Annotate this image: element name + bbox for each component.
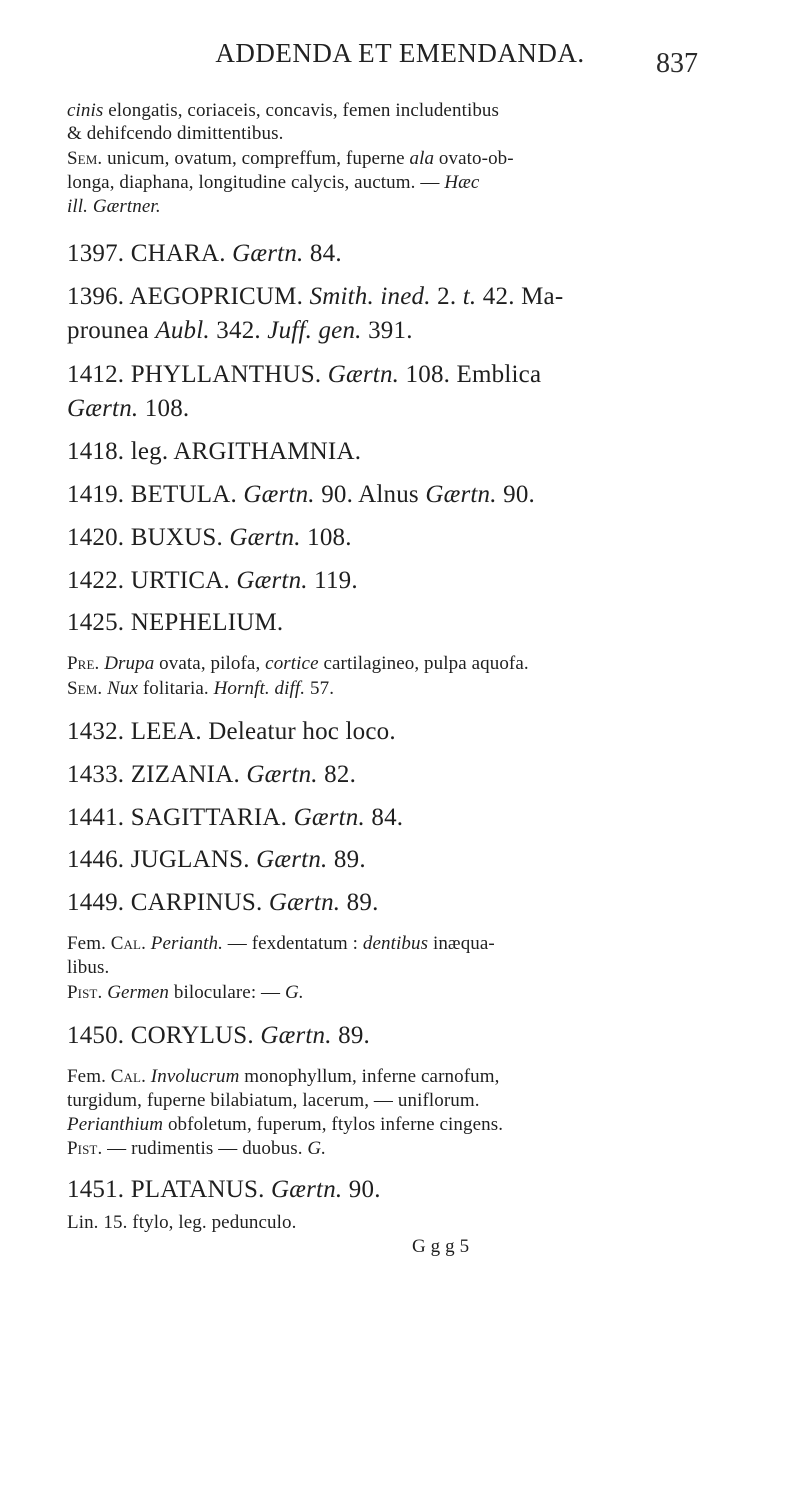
text-line: Fem. Cal. Involucrum monophyllum, inferne carnofum, [67, 1066, 500, 1087]
entry-line: 1433. ZIZANIA. Gærtn. 82. [67, 761, 357, 788]
entry-line: 1432. LEEA. Deleatur hoc loco. [67, 718, 396, 745]
running-head: ADDENDA ET EMENDANDA. [215, 38, 585, 68]
text-line: Fem. Cal. Perianth. — fexdentatum : dentibus inæqua- [67, 933, 495, 954]
entry-line: 1449. CARPINUS. Gærtn. 89. [67, 889, 379, 916]
text-line: & dehifcendo dimittentibus. [67, 123, 284, 144]
text-line: Sem. unicum, ovatum, compreffum, fuperne ala ovato-ob- [67, 148, 514, 169]
text-line: Lin. 15. ftylo, leg. pedunculo. [67, 1212, 297, 1233]
signature-mark: G g g 5 [412, 1236, 470, 1257]
text-line: libus. [67, 957, 110, 978]
entry-line: Gærtn. 108. [67, 395, 190, 422]
text-line: longa, diaphana, longitudine calycis, auctum. — Hæc [67, 172, 480, 193]
text-line: Pre. Drupa ovata, pilofa, cortice cartilagineo, pulpa aquofa. [67, 653, 529, 674]
text-line: Perianthium obfoletum, fuperum, ftylos inferne cingens. [67, 1114, 504, 1135]
entry-line: 1441. SAGITTARIA. Gærtn. 84. [67, 804, 404, 831]
entry-line: 1397. CHARA. Gærtn. 84. [67, 240, 342, 267]
text-line: Pist. Germen biloculare: — G. [67, 982, 304, 1003]
text-line: turgidum, fuperne bilabiatum, lacerum, — uniflorum. [67, 1090, 480, 1111]
entry-line: 1451. PLATANUS. Gærtn. 90. [67, 1176, 381, 1203]
text-line: cinis elongatis, coriaceis, concavis, femen includentibus [67, 100, 500, 121]
entry-line: 1412. PHYLLANTHUS. Gærtn. 108. Emblica [67, 361, 542, 388]
page-number: 837 [656, 48, 698, 79]
text-line: Pist. — rudimentis — duobus. G. [67, 1138, 327, 1159]
entry-line: 1425. NEPHELIUM. [67, 609, 284, 636]
entry-line: prounea Aubl. 342. Juff. gen. 391. [67, 317, 413, 344]
entry-line: 1450. CORYLUS. Gærtn. 89. [67, 1022, 370, 1049]
entry-line: 1422. URTICA. Gærtn. 119. [67, 567, 358, 594]
text-line: Sem. Nux folitaria. Hornft. diff. 57. [67, 678, 335, 699]
entry-line: 1446. JUGLANS. Gærtn. 89. [67, 846, 366, 873]
entry-line: 1419. BETULA. Gærtn. 90. Alnus Gærtn. 90. [67, 481, 535, 508]
text-line: ill. Gærtner. [67, 196, 161, 217]
entry-line: 1396. AEGOPRICUM. Smith. ined. 2. t. 42. Ma- [67, 283, 564, 310]
entry-line: 1420. BUXUS. Gærtn. 108. [67, 524, 352, 551]
entry-line: 1418. leg. ARGITHAMNIA. [67, 438, 362, 465]
